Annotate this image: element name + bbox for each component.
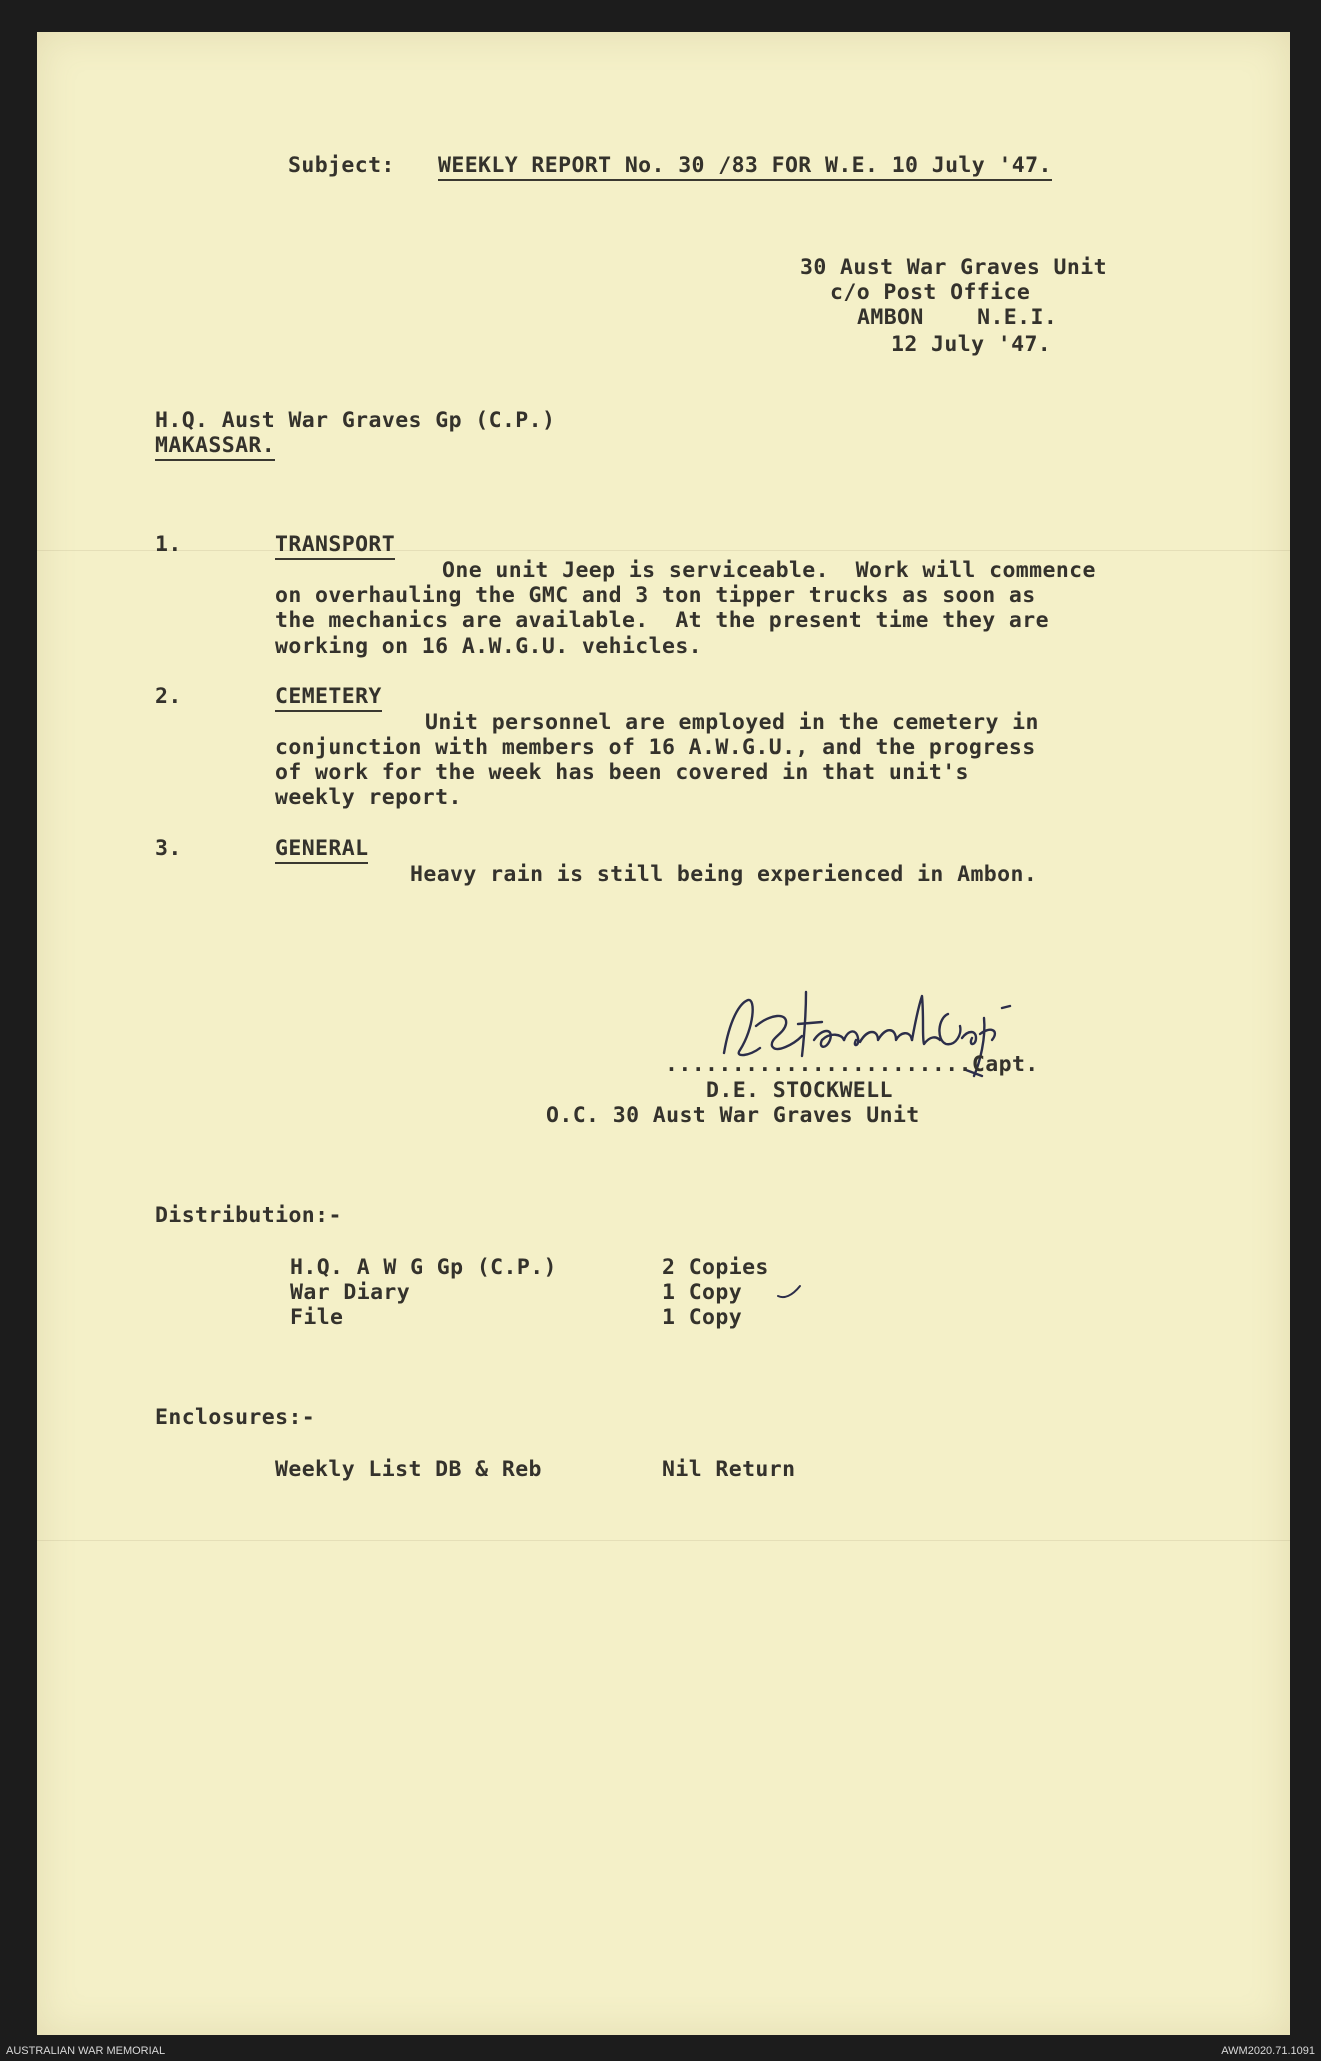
section-number: 2. — [155, 684, 182, 709]
page-fold — [37, 1540, 1290, 1541]
section-heading: GENERAL — [275, 836, 368, 864]
section-number: 3. — [155, 836, 182, 861]
section-heading: CEMETERY — [275, 684, 382, 712]
recipient-city: MAKASSAR. — [155, 433, 275, 461]
section-text: weekly report. — [275, 785, 462, 810]
section-text: Heavy rain is still being experienced in Ambon. — [410, 862, 1038, 887]
section-text: on overhauling the GMC and 3 ton tipper trucks as soon as — [275, 583, 1036, 608]
section-number: 1. — [155, 532, 182, 557]
section-heading: TRANSPORT — [275, 532, 395, 560]
sender-line: c/o Post Office — [830, 280, 1031, 305]
signatory-title: O.C. 30 Aust War Graves Unit — [546, 1103, 920, 1128]
subject-title: WEEKLY REPORT No. 30 /83 FOR W.E. 10 July '47. — [438, 153, 1052, 181]
enclosure-item: Weekly List DB & Reb — [275, 1457, 542, 1482]
distribution-recipient: War Diary — [290, 1280, 411, 1305]
sender-line: AMBON N.E.I. — [857, 305, 1058, 330]
enclosures-label: Enclosures:- — [155, 1405, 316, 1430]
section-text: the mechanics are available. At the present time they are — [275, 608, 1049, 633]
subject-label: Subject: — [288, 153, 395, 178]
distribution-copies: 1 Copy — [662, 1280, 743, 1305]
section-text: working on 16 A.W.G.U. vehicles. — [275, 634, 703, 659]
section-text: Unit personnel are employed in the cemetery in — [425, 710, 1039, 735]
page-fold — [37, 550, 1290, 551]
archive-id: AWM2020.71.1091 — [1221, 2045, 1315, 2057]
sender-line: 30 Aust War Graves Unit — [800, 255, 1107, 280]
document-page — [37, 32, 1290, 2035]
report-date: 12 July '47. — [891, 332, 1052, 357]
check-mark-icon — [776, 1284, 802, 1300]
signature-line: .......................Capt. — [665, 1052, 1039, 1077]
distribution-copies: 2 Copies — [662, 1255, 769, 1280]
section-text: conjunction with members of 16 A.W.G.U., and the progress — [275, 735, 1036, 760]
section-text: One unit Jeep is serviceable. Work will commence — [442, 558, 1096, 583]
signatory-name: D.E. STOCKWELL — [706, 1078, 893, 1103]
distribution-copies: 1 Copy — [662, 1305, 743, 1330]
archive-credit: AUSTRALIAN WAR MEMORIAL — [6, 2045, 166, 2057]
enclosure-status: Nil Return — [662, 1457, 796, 1482]
distribution-label: Distribution:- — [155, 1203, 342, 1228]
recipient-line: H.Q. Aust War Graves Gp (C.P.) — [155, 408, 556, 433]
distribution-recipient: H.Q. A W G Gp (C.P.) — [290, 1255, 557, 1280]
distribution-recipient: File — [290, 1305, 344, 1330]
section-text: of work for the week has been covered in that unit's — [275, 760, 969, 785]
